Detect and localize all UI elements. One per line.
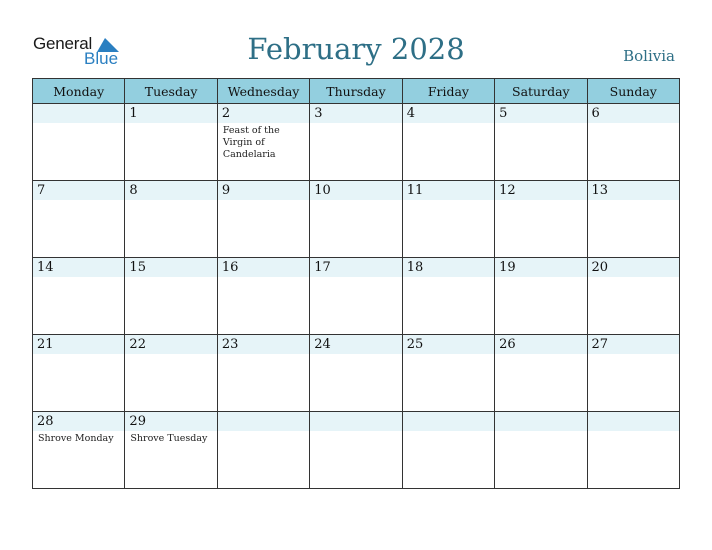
calendar-grid [32,78,680,489]
day-number [310,412,401,431]
day-number: 19 [495,258,586,277]
day-cell [310,258,402,335]
day-cell [217,104,309,181]
day-cell [217,258,309,335]
day-cell [495,104,587,181]
day-number: 20 [588,258,679,277]
day-number: 14 [33,258,124,277]
day-cell [217,181,309,258]
day-cell [587,258,679,335]
day-cell [495,412,587,489]
day-cell [402,335,494,412]
day-cell [402,412,494,489]
day-number: 9 [218,181,309,200]
day-cell [125,412,217,489]
day-cell [33,104,125,181]
weekday-header: Saturday [495,79,587,104]
day-cell [587,412,679,489]
day-number [218,412,309,431]
day-number: 27 [588,335,679,354]
day-number: 13 [588,181,679,200]
day-number: 21 [33,335,124,354]
day-cell [310,181,402,258]
weekday-header: Wednesday [217,79,309,104]
logo-blue-text: Blue [84,49,119,68]
day-cell [587,181,679,258]
day-cell [33,412,125,489]
day-number: 5 [495,104,586,123]
day-cell [310,104,402,181]
day-cell [33,181,125,258]
day-number: 2 [218,104,309,123]
day-cell [495,335,587,412]
logo-general-text: General [33,34,93,53]
day-cell [587,104,679,181]
day-number: 24 [310,335,401,354]
day-cell [402,181,494,258]
day-number: 8 [125,181,216,200]
day-number: 25 [403,335,494,354]
day-number: 17 [310,258,401,277]
day-cell [217,335,309,412]
day-number: 22 [125,335,216,354]
day-number: 16 [218,258,309,277]
day-number: 28 [33,412,124,431]
day-number: 12 [495,181,586,200]
day-number: 15 [125,258,216,277]
day-number: 3 [310,104,401,123]
day-cell [217,412,309,489]
day-number [495,412,586,431]
day-cell [33,258,125,335]
weekday-header: Thursday [310,79,402,104]
day-number: 4 [403,104,494,123]
holiday-label: Shrove Tuesday [130,433,208,444]
week-row [33,104,680,181]
week-row [33,335,680,412]
holiday-label: Shrove Monday [38,433,114,444]
day-number [588,412,679,431]
day-cell [33,335,125,412]
day-number: 7 [33,181,124,200]
day-number: 29 [125,412,216,431]
weekday-header: Monday [33,79,125,104]
day-cell [495,181,587,258]
day-number: 6 [588,104,679,123]
day-cell [495,258,587,335]
week-row [33,181,680,258]
day-number: 1 [125,104,216,123]
day-number: 26 [495,335,586,354]
holiday-label: Feast of the Virgin of Candelaria [222,125,280,160]
weekday-header: Sunday [587,79,679,104]
day-cell [125,181,217,258]
day-cell [587,335,679,412]
day-number: 23 [218,335,309,354]
day-cell [310,412,402,489]
day-number [403,412,494,431]
day-cell [402,104,494,181]
page-title: February 2028 [247,32,465,66]
country-label: Bolivia [623,47,675,65]
day-number [33,104,124,123]
week-row [33,258,680,335]
day-cell [402,258,494,335]
day-cell [125,258,217,335]
weekday-header: Friday [402,79,494,104]
weekday-header: Tuesday [125,79,217,104]
weekday-header-row [33,79,680,104]
day-cell [125,104,217,181]
day-number: 18 [403,258,494,277]
day-number: 11 [403,181,494,200]
week-row [33,412,680,489]
day-cell [125,335,217,412]
day-cell [310,335,402,412]
day-number: 10 [310,181,401,200]
